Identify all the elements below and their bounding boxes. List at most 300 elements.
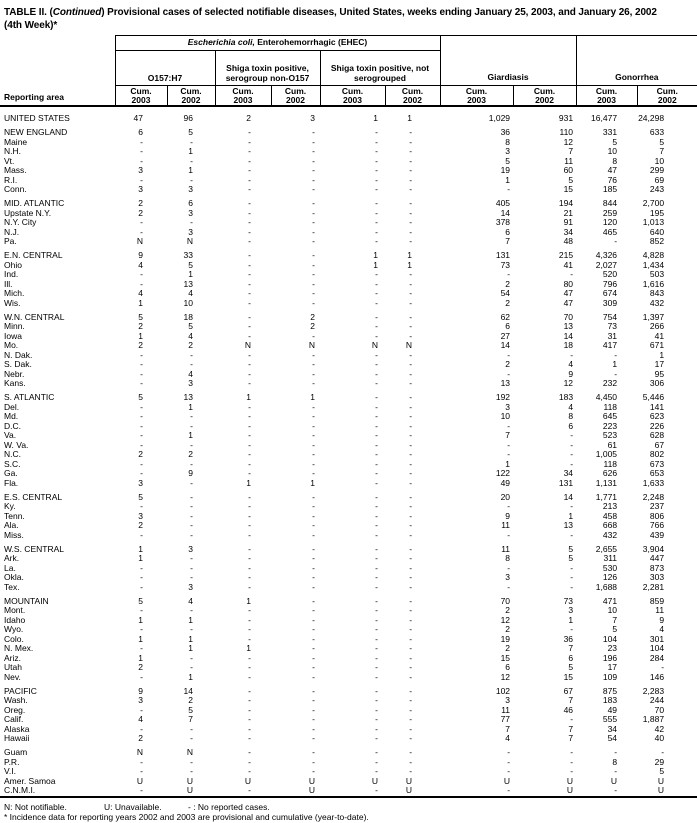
value-cell: 12 — [500, 671, 511, 682]
value-cell: - — [409, 723, 413, 734]
value-cell: - — [248, 671, 251, 682]
value-cell: 226 — [649, 420, 665, 431]
value-cell: 2 — [138, 340, 143, 350]
value-cell: 1 — [407, 113, 413, 123]
value-cell: - — [248, 288, 251, 298]
value-cell: 1 — [568, 510, 574, 521]
value-cell: - — [248, 458, 251, 469]
value-cell: 41 — [654, 330, 665, 341]
value-cell: 61 — [607, 439, 618, 450]
value-cell: - — [375, 226, 378, 237]
value-cell: - — [312, 198, 315, 208]
value-cell: - — [375, 269, 378, 279]
value-cell: 1 — [188, 401, 193, 412]
value-cell: - — [409, 330, 413, 341]
table-row — [0, 128, 697, 138]
value-cell: - — [375, 184, 378, 194]
value-cell: - — [312, 553, 315, 563]
value-cell: 9 — [138, 685, 143, 696]
value-cell: - — [190, 155, 193, 166]
legend-not-notifiable: N: Not notifiable. — [4, 801, 67, 812]
value-cell: 196 — [602, 652, 618, 663]
value-cell: - — [375, 704, 378, 715]
reporting-area-cell: Upstate N.Y. — [4, 207, 52, 218]
value-cell: 3 — [138, 184, 143, 194]
value-cell: - — [375, 595, 378, 606]
value-cell: - — [312, 562, 315, 573]
value-cell: - — [409, 420, 413, 431]
value-cell: - — [190, 420, 193, 431]
value-cell: 20 — [500, 491, 511, 502]
value-cell: - — [248, 468, 251, 478]
reporting-area-cell: W.S. CENTRAL — [4, 543, 64, 554]
table-row — [0, 218, 697, 228]
value-cell: 8 — [612, 756, 618, 767]
value-cell: - — [409, 401, 413, 412]
value-cell: - — [248, 269, 251, 279]
value-cell: - — [375, 624, 378, 634]
value-cell: - — [140, 766, 143, 776]
value-cell: U — [385, 786, 440, 797]
reporting-area-cell: Fla. — [4, 477, 19, 488]
value-cell: - — [140, 624, 143, 634]
value-cell: 5 — [568, 662, 574, 672]
value-cell: - — [312, 543, 315, 554]
table-row — [0, 422, 697, 432]
value-cell: 1,633 — [642, 477, 665, 488]
value-cell: 5 — [138, 311, 143, 322]
reporting-area-cell: N. Mex. — [4, 643, 34, 653]
value-cell: 3 — [188, 378, 193, 388]
value-cell: - — [190, 652, 193, 663]
value-cell: 640 — [649, 226, 665, 237]
value-cell: 120 — [602, 217, 618, 227]
value-cell: - — [248, 723, 251, 734]
value-cell: 12 — [563, 378, 574, 388]
value-cell: - — [409, 136, 413, 147]
value-cell: - — [248, 529, 251, 540]
value-cell: 1 — [612, 359, 618, 369]
value-cell: - — [312, 226, 315, 237]
value-cell: 5 — [612, 136, 618, 147]
value-cell: 183 — [558, 392, 574, 402]
value-cell: 76 — [607, 174, 618, 185]
value-cell: - — [375, 236, 378, 246]
value-cell: - — [312, 269, 315, 279]
value-cell: 146 — [649, 671, 665, 682]
value-cell: - — [570, 581, 574, 592]
value-cell: - — [248, 685, 251, 696]
value-cell: 5 — [188, 127, 193, 137]
cum-column-header: Cum. 2003 — [576, 86, 637, 107]
value-cell: 859 — [649, 595, 665, 606]
value-cell: - — [312, 146, 315, 156]
value-cell: 5,446 — [642, 392, 665, 402]
value-cell: - — [375, 155, 378, 166]
value-cell: 259 — [602, 207, 618, 218]
value-cell: 1 — [310, 392, 315, 402]
value-cell: 5 — [188, 704, 193, 715]
value-cell: - — [375, 349, 378, 360]
value-cell: - — [507, 449, 511, 459]
value-cell: - — [375, 378, 378, 388]
value-cell: - — [248, 572, 251, 582]
value-cell: - — [375, 278, 378, 289]
reporting-area-cell: S. Dak. — [4, 359, 32, 369]
reporting-area-cell: Utah — [4, 662, 22, 672]
value-cell: - — [375, 685, 378, 696]
value-cell: 5 — [568, 174, 574, 185]
reporting-area-cell: Nev. — [4, 671, 21, 682]
table-row — [0, 673, 697, 683]
value-cell: 309 — [602, 297, 618, 308]
value-cell: - — [375, 359, 378, 369]
value-cell: - — [248, 174, 251, 185]
value-cell: 18 — [183, 311, 193, 322]
footnotes — [4, 802, 693, 823]
value-cell: - — [375, 501, 378, 511]
value-cell: 7 — [188, 714, 193, 724]
value-cell: 244 — [649, 695, 665, 705]
value-cell: - — [140, 430, 143, 440]
value-cell: 11 — [564, 155, 574, 166]
value-cell: 183 — [602, 695, 618, 705]
table-row — [0, 597, 697, 607]
value-cell: - — [614, 349, 618, 360]
value-cell: U — [167, 786, 215, 797]
value-cell: - — [570, 624, 574, 634]
value-cell: 4 — [188, 330, 193, 341]
reporting-area-cell: Del. — [4, 401, 20, 412]
value-cell: - — [248, 766, 251, 776]
value-cell: 1,397 — [642, 311, 665, 322]
value-cell: 1 — [188, 614, 193, 625]
value-cell: 844 — [602, 198, 618, 208]
value-cell: U — [566, 775, 574, 786]
value-cell: - — [248, 501, 251, 511]
value-cell: - — [312, 624, 315, 634]
table-row — [0, 644, 697, 654]
value-cell: - — [312, 259, 315, 270]
value-cell: 806 — [649, 510, 665, 521]
value-cell: 3 — [505, 401, 511, 412]
table-row — [0, 237, 697, 247]
table-row — [0, 322, 697, 332]
value-cell: 126 — [602, 572, 618, 582]
table-row — [0, 725, 697, 735]
value-cell: 14 — [500, 207, 511, 218]
value-cell: 1 — [138, 543, 143, 554]
value-cell: 7 — [505, 236, 511, 246]
value-cell: 46 — [563, 704, 574, 715]
value-cell: 2 — [188, 449, 193, 459]
value-cell: 1,616 — [642, 278, 665, 289]
value-cell: 223 — [602, 420, 618, 431]
reporting-area-cell: Colo. — [4, 633, 24, 644]
value-cell: U — [513, 786, 576, 797]
value-cell: - — [570, 756, 574, 767]
value-cell: - — [312, 501, 315, 511]
value-cell: 237 — [649, 501, 665, 511]
value-cell: 4 — [188, 288, 193, 298]
value-cell: - — [312, 723, 315, 734]
value-cell: - — [614, 368, 618, 379]
table-row — [0, 351, 697, 361]
legend-unavailable: U: Unavailable. — [104, 801, 162, 812]
value-cell: 102 — [495, 685, 511, 696]
value-cell: - — [375, 411, 378, 421]
value-cell: 3 — [188, 581, 193, 592]
value-cell: - — [312, 458, 315, 469]
value-cell: - — [190, 491, 193, 502]
value-cell: 18 — [563, 340, 574, 350]
ehec-italic-label: Escherichia coli, — [187, 37, 255, 48]
value-cell: 2,281 — [642, 581, 665, 592]
value-cell: 1 — [138, 553, 143, 563]
value-cell: 185 — [602, 184, 618, 194]
value-cell: 73 — [563, 595, 574, 606]
table-row — [0, 654, 697, 664]
value-cell: 3 — [138, 477, 143, 488]
value-cell: - — [312, 349, 315, 360]
value-cell: 62 — [500, 311, 511, 322]
document-page — [0, 6, 697, 820]
value-cell: - — [375, 747, 378, 757]
value-cell: 520 — [602, 269, 618, 279]
table-row — [0, 493, 697, 503]
value-cell: - — [409, 439, 413, 450]
value-cell: 14 — [500, 340, 511, 350]
value-cell: - — [190, 477, 193, 488]
value-cell: - — [248, 747, 251, 757]
value-cell: - — [312, 685, 315, 696]
value-cell: - — [375, 165, 378, 175]
table-row — [0, 460, 697, 470]
table-row — [0, 573, 697, 583]
value-cell: 11 — [501, 704, 511, 715]
value-cell: - — [409, 236, 413, 246]
value-cell: 70 — [500, 595, 511, 606]
value-cell: 4 — [568, 401, 574, 412]
value-cell: - — [507, 747, 511, 757]
value-cell: 2,283 — [642, 685, 665, 696]
value-cell: - — [248, 581, 251, 592]
value-cell: - — [409, 581, 413, 592]
value-cell: 2 — [138, 520, 143, 530]
reporting-area-cell: D.C. — [4, 420, 21, 431]
value-cell: 1 — [188, 430, 193, 440]
table-row — [0, 767, 697, 777]
value-cell: - — [409, 747, 413, 757]
value-cell: 7 — [568, 723, 574, 734]
value-cell: 8 — [568, 411, 574, 421]
table-row — [0, 393, 697, 403]
value-cell: 530 — [602, 562, 618, 573]
table-row — [0, 114, 697, 124]
value-cell: 49 — [607, 704, 618, 715]
value-cell: 42 — [654, 723, 665, 734]
value-cell: - — [409, 572, 413, 582]
value-cell: 2 — [138, 198, 143, 208]
value-cell: - — [312, 747, 315, 757]
value-cell: - — [190, 510, 193, 521]
reporting-area-cell: Okla. — [4, 572, 24, 582]
value-cell: - — [409, 553, 413, 563]
value-cell: - — [248, 633, 251, 644]
value-cell: - — [248, 652, 251, 663]
value-cell: - — [248, 184, 251, 194]
table-row — [0, 545, 697, 555]
value-cell: 3 — [310, 113, 315, 123]
value-cell: - — [140, 439, 143, 450]
value-cell: - — [190, 766, 193, 776]
table-row — [0, 431, 697, 441]
reporting-area-cell: Wash. — [4, 695, 28, 705]
value-cell: U — [637, 786, 697, 797]
value-cell: - — [312, 184, 315, 194]
value-cell: - — [409, 501, 413, 511]
value-cell: - — [409, 392, 413, 402]
value-cell: 9 — [505, 510, 511, 521]
value-cell: - — [190, 662, 193, 672]
value-cell: - — [409, 652, 413, 663]
value-cell: - — [312, 217, 315, 227]
value-cell: 29 — [654, 756, 665, 767]
value-cell: 4 — [568, 359, 574, 369]
value-cell: - — [661, 662, 665, 672]
value-cell: - — [570, 501, 574, 511]
value-cell: 7 — [568, 146, 574, 156]
reporting-area-cell: Ariz. — [4, 652, 21, 663]
reporting-area-cell: PACIFIC — [4, 685, 37, 696]
value-cell: 555 — [602, 714, 618, 724]
table-row — [0, 748, 697, 758]
value-cell: 19 — [500, 165, 511, 175]
value-cell: 1 — [138, 330, 143, 341]
value-cell: 284 — [649, 652, 665, 663]
value-cell: U — [371, 775, 378, 786]
value-cell: 1 — [188, 165, 193, 175]
reporting-area-cell: Amer. Samoa — [4, 775, 56, 786]
value-cell: - — [312, 733, 315, 743]
value-cell: - — [312, 411, 315, 421]
value-cell: 15 — [500, 652, 511, 663]
value-cell: - — [409, 695, 413, 705]
value-cell: - — [248, 714, 251, 724]
value-cell: - — [409, 595, 413, 606]
value-cell: U — [405, 775, 413, 786]
value-cell: - — [375, 207, 378, 218]
value-cell: - — [312, 595, 315, 606]
table-row — [0, 625, 697, 635]
value-cell: - — [248, 614, 251, 625]
value-cell: 1,688 — [595, 581, 618, 592]
cum-column-header: Cum. 2003 — [115, 86, 167, 107]
value-cell: 215 — [558, 250, 574, 260]
table-row — [0, 583, 697, 593]
value-cell: 2 — [138, 662, 143, 672]
value-cell: - — [248, 553, 251, 563]
value-cell: U — [244, 775, 251, 786]
value-cell: - — [312, 633, 315, 644]
value-cell: - — [375, 468, 378, 478]
value-cell: - — [190, 136, 193, 147]
reporting-area-cell: La. — [4, 562, 16, 573]
value-cell: - — [248, 165, 251, 175]
reporting-area-cell: Va. — [4, 430, 17, 440]
value-cell: 1 — [138, 297, 143, 308]
value-cell: U — [657, 775, 665, 786]
value-cell: U — [136, 775, 143, 786]
value-cell: - — [248, 695, 251, 705]
value-cell: - — [507, 368, 511, 379]
value-cell: 19 — [500, 633, 511, 644]
value-cell: 2 — [310, 321, 315, 331]
value-cell: - — [312, 378, 315, 388]
reporting-area-cell: Miss. — [4, 529, 24, 540]
value-cell: - — [409, 127, 413, 137]
value-cell: 306 — [649, 378, 665, 388]
value-cell: - — [375, 146, 378, 156]
value-cell: 4 — [138, 259, 143, 270]
value-cell: 3 — [188, 226, 193, 237]
title-week: (4th Week)* — [4, 20, 58, 31]
value-cell: 766 — [649, 520, 665, 530]
value-cell: - — [190, 733, 193, 743]
value-cell: - — [115, 786, 167, 797]
value-cell: 1,887 — [642, 714, 665, 724]
value-cell: 2 — [138, 449, 143, 459]
value-cell: - — [190, 520, 193, 530]
value-cell: - — [375, 136, 378, 147]
value-cell: - — [507, 562, 511, 573]
value-cell: 1,013 — [642, 217, 665, 227]
value-cell: 311 — [603, 553, 618, 563]
value-cell: 301 — [649, 633, 665, 644]
value-cell: U — [308, 775, 315, 786]
value-cell: 7 — [505, 430, 511, 440]
value-cell: 243 — [649, 184, 665, 194]
value-cell: - — [248, 624, 251, 634]
value-cell: 6 — [568, 420, 574, 431]
value-cell: - — [248, 207, 251, 218]
value-cell: - — [409, 165, 413, 175]
value-cell: 9 — [188, 468, 193, 478]
value-cell: 4 — [505, 733, 511, 743]
value-cell: 1 — [246, 477, 251, 488]
value-cell: 14 — [183, 685, 193, 696]
value-cell: 3 — [188, 207, 193, 218]
value-cell: 34 — [607, 723, 618, 734]
value-cell: - — [248, 278, 251, 289]
value-cell: - — [248, 250, 251, 260]
value-cell: - — [409, 359, 413, 369]
value-cell: 4 — [659, 624, 665, 634]
value-cell: - — [312, 439, 315, 450]
value-cell: 15 — [563, 671, 574, 682]
value-cell: 852 — [649, 236, 665, 246]
value-cell: - — [248, 226, 251, 237]
value-cell: 13 — [183, 392, 193, 402]
value-cell: - — [409, 311, 413, 322]
value-cell: 49 — [500, 477, 511, 488]
value-cell: 1 — [188, 269, 193, 279]
value-cell: 2,655 — [595, 543, 618, 554]
value-cell: - — [507, 184, 511, 194]
ehec-rest-label: Enterohemorrhagic (EHEC) — [254, 37, 368, 48]
value-cell: - — [140, 704, 143, 715]
value-cell: - — [375, 288, 378, 298]
